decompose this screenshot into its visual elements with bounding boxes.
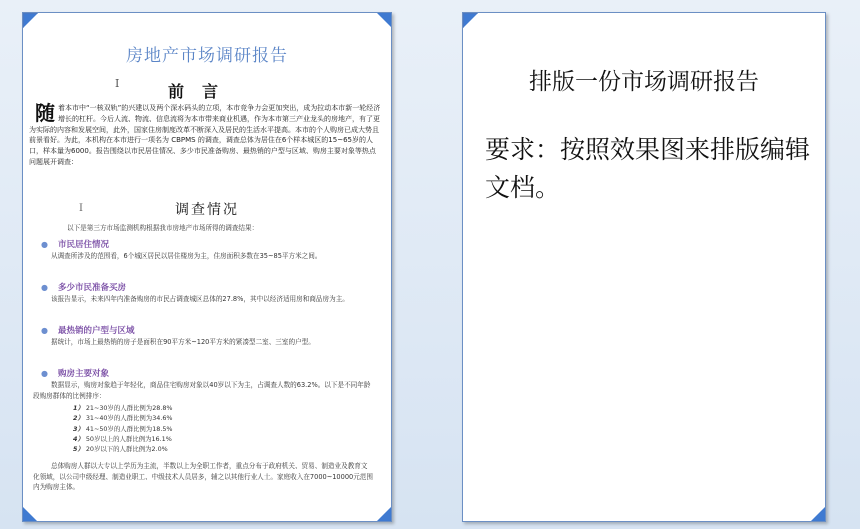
- bullet-icon: ●: [41, 369, 48, 378]
- task-title: 排版一份市场调研报告: [529, 69, 759, 95]
- list-item: 3） 41~50岁的人群比例为18.5%: [73, 424, 173, 433]
- survey-intro: 以下是第三方市场监测机构根据我市房地产市场所得的调查结果：: [67, 224, 259, 232]
- bullet-icon: ●: [41, 326, 48, 335]
- task-requirement: 要求：按照效果图来排版编辑文档。: [485, 135, 811, 202]
- task-panel: [462, 12, 826, 522]
- section-title: ● 市民居住情况: [41, 240, 109, 250]
- bullet-icon: ●: [41, 240, 48, 249]
- preface-paragraph: [29, 103, 381, 168]
- bullet-icon: ●: [41, 283, 48, 292]
- section-body: 数据显示，购房对象趋于年轻化，商品住宅购房对象以40岁以下为主，占调查人数的63.2%。以下是不同年龄段购房群体的比例排序：: [33, 381, 371, 400]
- corner-decoration: [23, 13, 38, 28]
- document-page: [22, 12, 392, 522]
- document-title: 房地产市场调研报告: [126, 46, 288, 66]
- corner-decoration: [23, 507, 37, 521]
- section-body: 该报告显示，未来四年内准备购房的市民占调查城区总体的27.8%，其中以经济适用房和商品房为主。: [51, 295, 349, 303]
- list-item: 2） 31~40岁的人群比例为34.6%: [73, 414, 173, 423]
- text-cursor-icon: I: [79, 203, 83, 214]
- section-title: ● 购房主要对象: [41, 369, 109, 379]
- text-cursor-icon: I: [115, 77, 120, 90]
- section-body: 从调查所涉及的范围看，6个城区居民以居住楼房为主，住房面积多数在35~85平方米之间。: [51, 252, 322, 260]
- corner-decoration: [377, 13, 391, 27]
- corner-decoration: [811, 507, 825, 521]
- corner-decoration: [463, 13, 478, 28]
- corner-decoration: [377, 507, 391, 521]
- section-title: ● 最热销的户型与区域: [41, 326, 135, 336]
- survey-heading: 调查情况: [175, 202, 239, 218]
- preface-text: 着本市中“一核双轨”的兴建以及两个深水码头的立项，本市竞争力会更加突出，成为拉动本市新一轮经济增长的杠杆。今后人流、物流、信息流将为本市带来商业机遇，作为本市第三产业龙头的房地产，有了更为实际的内容和发展空间，此外，国家住房制度改革不断深入及居民的生活水平提高。本市的个人购房已成大势且前景看好。为此，本机构在本市进行一项名为 CBPMS 的调查，调查总体为居住在6个样本城区的15~65岁的人口，样本量为6000。报告围绕以市民居住情况、多少市民准备购房、最热销的户型与区域、购房主要对象等热点问题展开调查：: [29, 104, 381, 166]
- preface-heading: 前言: [168, 82, 237, 101]
- age-list: [73, 403, 173, 454]
- closing-paragraph: 总体购房人群以大专以上学历为主流，半数以上为全职工作者，重点分布于政府机关、贸易、制造业及教育文化领域，以公司中级经理、制造业职工、中级技术人员居多，辅之以其他行业人士。家庭收入在7000~10000元范围内为购房主体。: [33, 462, 373, 491]
- list-item: 5） 20岁以下的人群比例为2.0%: [73, 445, 168, 454]
- list-item: 1） 21~30岁的人群比例为28.8%: [73, 404, 173, 412]
- section-body: 据统计，市场上最热销的房子是面积在90平方米~120平方米的紧凑型二室、三室的户型。: [51, 338, 315, 346]
- section-title: ● 多少市民准备买房: [41, 283, 126, 293]
- list-item: 4） 50岁以上的人群比例为16.1%: [73, 434, 172, 443]
- drop-cap: 随: [35, 101, 55, 125]
